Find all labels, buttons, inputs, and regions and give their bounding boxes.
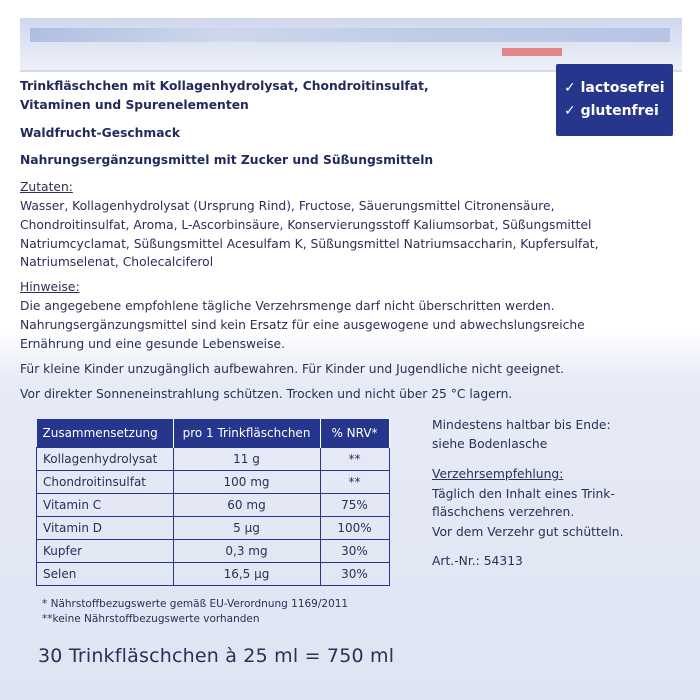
table-header-row	[37, 419, 390, 448]
footnote: **keine Nährstoffbezugswerte vorhanden	[42, 613, 260, 625]
title-line-1: Trinkfläschchen mit Kollagenhydrolysat, Chondroitinsulfat,	[20, 79, 429, 93]
free-from-badge	[556, 64, 673, 136]
table-cell: 30%	[320, 563, 389, 586]
nutrition-table	[36, 419, 390, 586]
quantity-info: 30 Trinkfläschchen à 25 ml = 750 ml	[38, 645, 395, 667]
col-header: Zusammensetzung	[37, 419, 174, 448]
table-cell: 11 g	[173, 448, 320, 471]
footnote: * Nährstoffbezugswerte gemäß EU-Verordnung 1169/2011	[42, 598, 349, 610]
article-number: Art.-Nr.: 54313	[432, 554, 523, 568]
table-cell: 5 µg	[173, 517, 320, 540]
flap-print	[30, 28, 670, 42]
table-cell: 100%	[320, 517, 389, 540]
table-row	[37, 563, 390, 586]
recommendation-heading: Verzehrsempfehlung:	[432, 467, 564, 481]
ingredients-line: Wasser, Kollagenhydrolysat (Ursprung Rind), Fructose, Säuerungsmittel Citronensäure,	[20, 199, 555, 213]
table-cell: 16,5 µg	[173, 563, 320, 586]
table-cell: Vitamin D	[37, 517, 174, 540]
notes-heading: Hinweise:	[20, 280, 80, 294]
table-row	[37, 471, 390, 494]
storage-note: Vor direkter Sonneneinstrahlung schützen. Trocken und nicht über 25 °C lagern.	[20, 387, 513, 401]
ingredients-line: Chondroitinsulfat, Aroma, L-Ascorbinsäure, Konservierungsstoff Kaliumsorbat, Süßungsmittel	[20, 218, 592, 232]
notes-line: Ernährung und eine gesunde Lebensweise.	[20, 337, 285, 351]
ingredients-heading: Zutaten:	[20, 180, 73, 194]
col-header: % NRV*	[320, 419, 389, 448]
table-cell: 30%	[320, 540, 389, 563]
best-before-value: siehe Bodenlasche	[432, 437, 548, 451]
table-row	[37, 448, 390, 471]
best-before-label: Mindestens haltbar bis Ende:	[432, 418, 611, 432]
table-cell: Vitamin C	[37, 494, 174, 517]
table-cell: Selen	[37, 563, 174, 586]
table-cell: 60 mg	[173, 494, 320, 517]
table-cell: **	[320, 448, 389, 471]
table-row	[37, 517, 390, 540]
flap-red-stripe	[502, 48, 562, 56]
notes-line: Die angegebene empfohlene tägliche Verzehrsmenge darf nicht überschritten werden.	[20, 299, 555, 313]
table-row	[37, 494, 390, 517]
table-cell: Kollagenhydrolysat	[37, 448, 174, 471]
ingredients-line: Natriumselenat, Cholecalciferol	[20, 255, 214, 269]
notes-line: Nahrungsergänzungsmittel sind kein Ersatz für eine ausgewogene und abwechslungsreiche	[20, 318, 585, 332]
table-cell: **	[320, 471, 389, 494]
table-row	[37, 540, 390, 563]
badge-lactose: ✓ lactosefrei	[564, 80, 665, 96]
recommendation-line: fläschchens verzehren.	[432, 505, 575, 519]
recommendation-line: Vor dem Verzehr gut schütteln.	[432, 525, 624, 539]
ingredients-line: Natriumcyclamat, Süßungsmittel Acesulfam K, Süßungsmittel Natriumsaccharin, Kupfersulfat,	[20, 237, 599, 251]
children-warning: Für kleine Kinder unzugänglich aufbewahren. Für Kinder und Jugendliche nicht geeignet.	[20, 362, 565, 376]
table-cell: 75%	[320, 494, 389, 517]
table-cell: 100 mg	[173, 471, 320, 494]
table-cell: Chondroitinsulfat	[37, 471, 174, 494]
table-cell: 0,3 mg	[173, 540, 320, 563]
col-header: pro 1 Trinkfläschchen	[173, 419, 320, 448]
category: Nahrungsergänzungsmittel mit Zucker und Süßungsmitteln	[20, 153, 434, 167]
flavor: Waldfrucht-Geschmack	[20, 126, 181, 140]
recommendation-line: Täglich den Inhalt eines Trink-	[432, 487, 615, 501]
table-cell: Kupfer	[37, 540, 174, 563]
title-line-2: Vitaminen und Spurenelementen	[20, 98, 249, 112]
badge-gluten: ✓ glutenfrei	[564, 103, 659, 119]
